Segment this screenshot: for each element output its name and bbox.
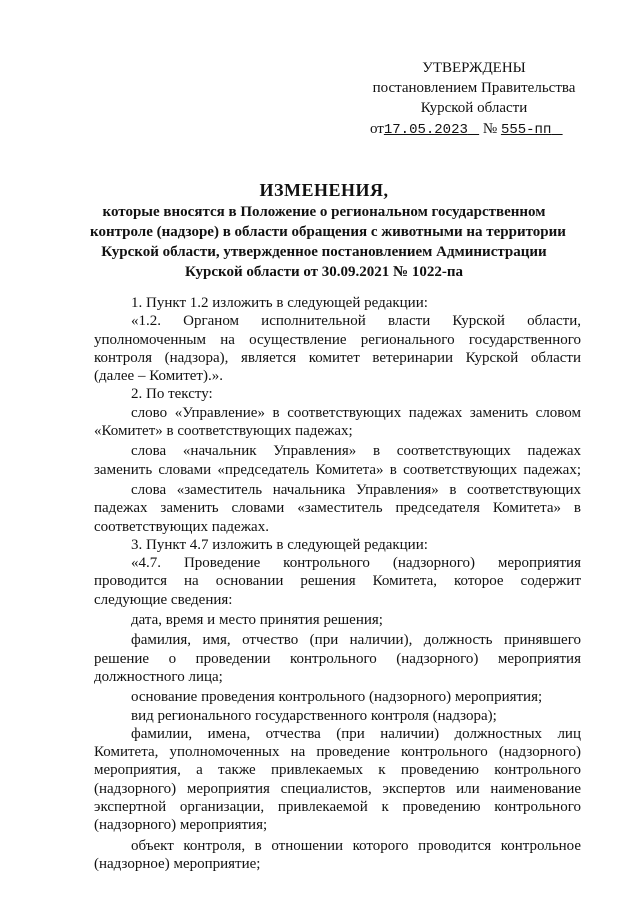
approval-heading: УТВЕРЖДЕНЫ: [422, 60, 526, 76]
approval-line-2: Курской области: [420, 100, 528, 116]
body-line: «Комитет» в соответствующих падежах;: [94, 423, 353, 440]
title-line-4: Курской области от 30.09.2021 № 1022-па: [185, 264, 463, 280]
body-line: объект контроля, в отношении которого проводится контрольное: [131, 837, 581, 854]
body-line: основание проведения контрольного (надзорного) мероприятия;: [131, 689, 543, 706]
approval-date-line: [368, 119, 580, 140]
body-line: дата, время и место принятия решения;: [131, 612, 383, 629]
document-body: [94, 294, 581, 873]
body-line: слова «заместитель начальника Управления» в соответствующих: [131, 481, 581, 498]
body-line: «4.7. Проведение контрольного (надзорного) мероприятия: [131, 555, 581, 572]
title-line-3: Курской области, утвержденное постановлением Администрации: [101, 244, 547, 260]
body-line: мероприятия, а также привлекаемых к проведению контрольного: [94, 762, 581, 779]
body-line: «1.2. Органом исполнительной власти Курской области,: [131, 313, 581, 330]
body-line: слова «начальник Управления» в соответствующих падежах: [131, 443, 581, 460]
approval-block: [368, 58, 580, 140]
body-line: (надзорного) мероприятия специалистов, экспертов или наименование: [94, 780, 581, 797]
body-line: фамилии, имена, отчества (при наличии) должностных лиц: [131, 725, 581, 742]
body-line: слово «Управление» в соответствующих падежах заменить словом: [131, 404, 581, 421]
body-line: экспертной организации, привлекаемой к проведению контрольного: [94, 799, 581, 816]
body-line: 1. Пункт 1.2 изложить в следующей редакции:: [131, 295, 428, 311]
body-line: 2. По тексту:: [131, 386, 213, 403]
body-line: (надзорного) мероприятия;: [94, 817, 268, 834]
body-line: контроля (надзора), является комитет ветеринарии Курской области: [94, 349, 581, 366]
date-underline-gap: [468, 121, 479, 137]
body-line: заменить словами «председатель Комитета» в соответствующих падежах;: [94, 461, 581, 478]
body-line: (надзорное) мероприятие;: [94, 855, 261, 872]
body-line: 3. Пункт 4.7 изложить в следующей редакции:: [131, 536, 428, 553]
body-line: проводится на основании решения Комитета, которое содержит: [94, 573, 581, 590]
body-line: (далее – Комитет).».: [94, 368, 223, 385]
body-line: Комитета, уполномоченных на проведение контрольного (надзорного): [94, 744, 581, 761]
body-line: уполномоченным на осуществление регионального государственного: [94, 331, 581, 348]
body-line: соответствующих падежах.: [94, 518, 269, 535]
body-line: должностного лица;: [94, 668, 223, 685]
body-line: фамилия, имя, отчество (при наличии), должность принявшего: [131, 632, 581, 649]
date-prefix: от: [370, 121, 384, 137]
title-main: ИЗМЕНЕНИЯ,: [259, 180, 389, 200]
body-line: следующие сведения:: [94, 591, 233, 608]
document-title: [90, 178, 566, 282]
body-line: вид регионального государственного контроля (надзора);: [131, 707, 497, 724]
number-value: 555-пп: [500, 122, 552, 138]
date-value: 17.05.2023: [383, 122, 468, 138]
number-underline-gap: [551, 121, 562, 137]
approval-line-1: постановлением Правительства: [372, 80, 576, 96]
title-line-2: контроле (надзоре) в области обращения с животными на территории: [90, 224, 566, 240]
number-prefix: №: [482, 121, 498, 137]
body-line: падежах заменить словами «заместитель председателя Комитета» в: [94, 500, 581, 517]
title-line-1: которые вносятся в Положение о региональном государственном: [102, 204, 546, 220]
body-line: решение о проведении контрольного (надзорного) мероприятия: [94, 650, 581, 667]
